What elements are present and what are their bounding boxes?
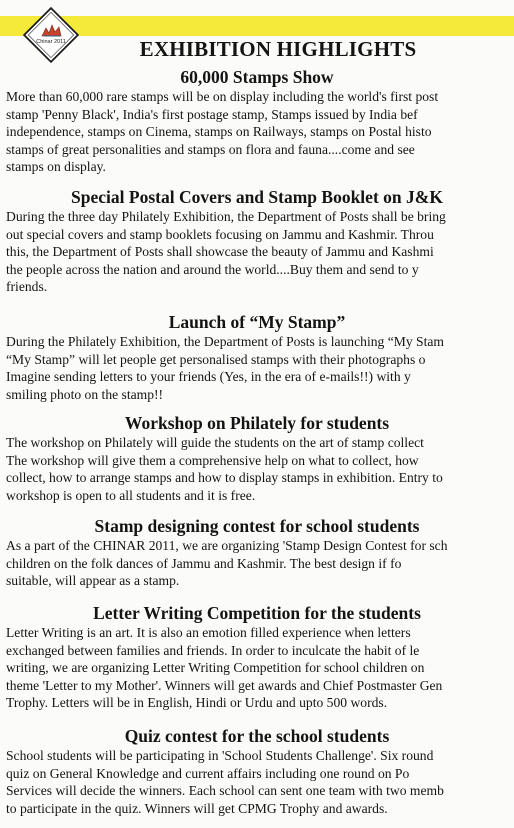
section-line: smiling photo on the stamp!!	[6, 386, 164, 402]
section-line: children on the folk dances of Jammu and Kashmir. The best design if fo	[6, 555, 402, 571]
section-stamps-show	[6, 66, 514, 176]
section-line: The workshop on Philately will guide the students on the art of stamp collect	[6, 435, 424, 450]
section-line: the people across the nation and around the world....Buy them and send to y	[6, 261, 419, 277]
section-line: independence, stamps on Cinema, stamps on Railways, stamps on Postal histo	[6, 124, 432, 140]
section-heading: Workshop on Philately for students	[124, 413, 390, 433]
section-line: stamps on display.	[6, 159, 106, 175]
section-line: stamps of great personalities and stamps on flora and fauna....come and see	[6, 141, 415, 157]
section-heading: Launch of “My Stamp”	[168, 312, 346, 332]
section-line: stamp 'Penny Black', India's first postage stamp, Stamps issued by India bef	[6, 106, 418, 122]
section-quiz-contest	[6, 725, 514, 817]
section-line: Trophy. Letters will be in English, Hindi or Urdu and upto 500 words.	[6, 695, 388, 711]
section-line: Letter Writing is an art. It is also an emotion filled experience when letters	[6, 625, 411, 640]
section-line: out special covers and stamp booklets focusing on Jammu and Kashmir. Throu	[6, 226, 434, 242]
section-line: Services will decide the winners. Each school can sent one team with two memb	[6, 783, 444, 799]
section-line: Imagine sending letters to your friends (Yes, in the era of e-mails!!) with y	[6, 369, 411, 385]
section-line: workshop is open to all students and it is free.	[6, 487, 256, 503]
section-line: School students will be participating in 'School Students Challenge'. Six round	[6, 748, 434, 763]
section-line: The workshop will give them a comprehensive help on what to collect, how	[6, 452, 419, 468]
section-line: “My Stamp” will let people get personalised stamps with their photographs o	[6, 351, 426, 367]
section-line: theme 'Letter to my Mother'. Winners will get awards and Chief Postmaster Gen	[6, 677, 443, 693]
section-heading: Letter Writing Competition for the students	[93, 603, 421, 623]
section-letter-writing	[6, 602, 514, 712]
section-postal-covers	[6, 186, 514, 296]
page-title: EXHIBITION HIGHLIGHTS	[139, 37, 417, 61]
section-heading: 60,000 Stamps Show	[180, 67, 334, 87]
section-heading: Quiz contest for the school students	[124, 726, 390, 746]
section-line: to participate in the quiz. Winners will get CPMG Trophy and awards.	[6, 800, 388, 816]
section-heading: Stamp designing contest for school students	[94, 516, 420, 536]
section-line: this, the Department of Posts shall showcase the beauty of Jammu and Kashmi	[6, 244, 434, 260]
logo-text: Chinar 2011	[36, 39, 66, 45]
section-line: During the Philately Exhibition, the Department of Posts is launching “My Stam	[6, 334, 444, 349]
section-my-stamp	[6, 311, 514, 403]
section-line: exchanged between families and friends. In order to inculcate the habit of le	[6, 642, 420, 658]
section-line: friends.	[6, 279, 48, 295]
section-workshop	[6, 412, 514, 504]
section-line: suitable, will appear as a stamp.	[6, 573, 180, 589]
section-stamp-design-contest	[6, 515, 514, 590]
section-line: writing, we are organizing Letter Writing Competition for school children on	[6, 660, 425, 676]
chinar-2011-logo-icon	[22, 6, 80, 64]
section-line: More than 60,000 rare stamps will be on display including the world's first post	[6, 89, 439, 104]
section-line: quiz on General Knowledge and current affairs including one round on Po	[6, 765, 410, 781]
section-line: As a part of the CHINAR 2011, we are organizing 'Stamp Design Contest for sch	[6, 538, 448, 553]
section-line: During the three day Philately Exhibition, the Department of Posts shall be bring	[6, 209, 446, 224]
section-line: collect, how to arrange stamps and how to display stamps in exhibition. Entry to	[6, 470, 443, 486]
section-heading: Special Postal Covers and Stamp Booklet on J&K	[71, 187, 443, 207]
